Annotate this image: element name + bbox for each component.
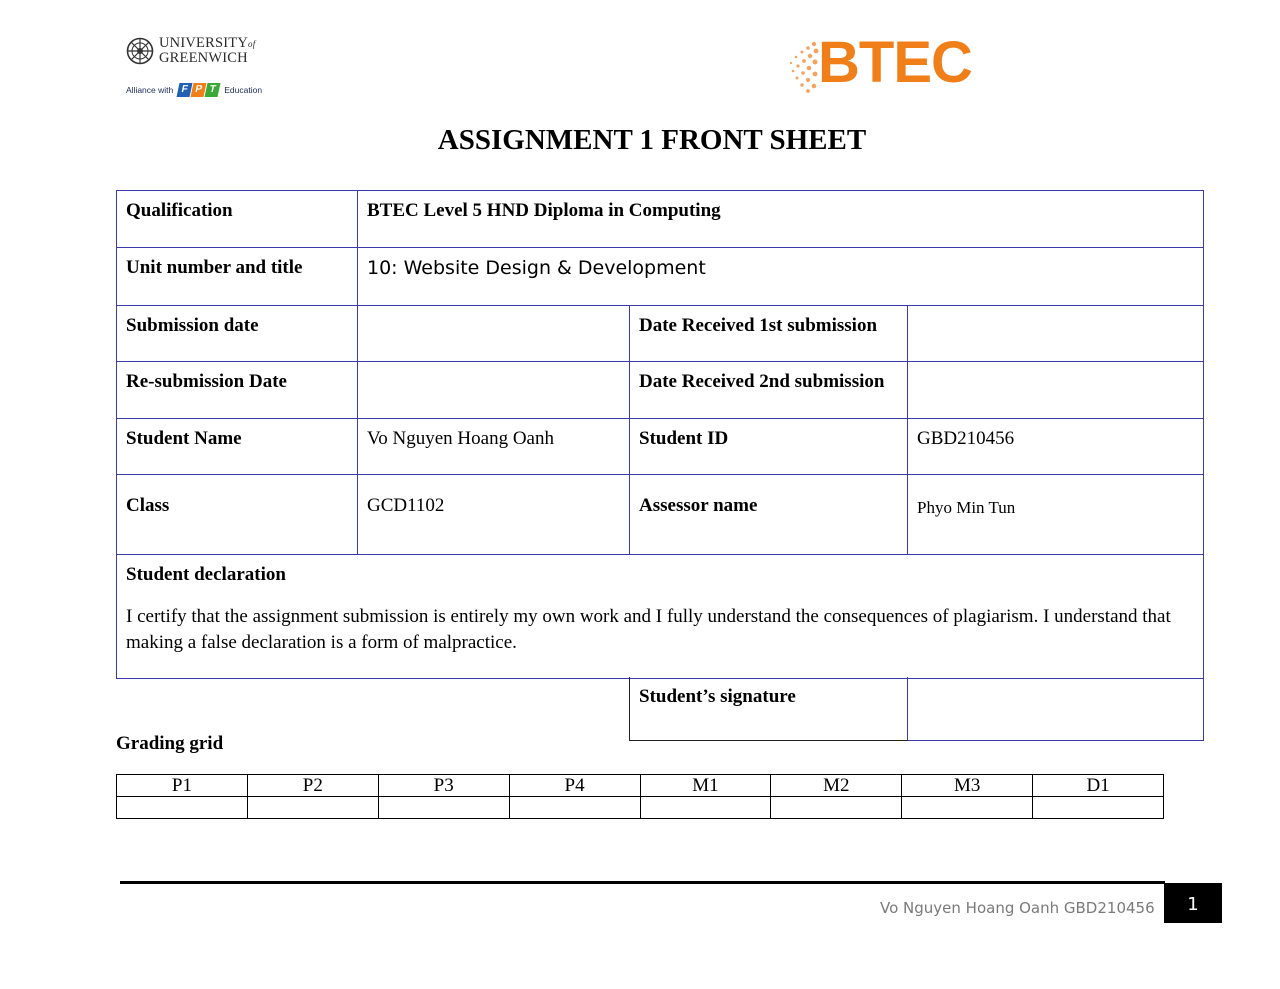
class-label: Class — [117, 475, 358, 555]
university-of-greenwich-logo — [126, 36, 266, 106]
fpt-logo: F P T — [178, 83, 220, 97]
signature-label: Student’s signature — [630, 677, 908, 741]
declaration-label: Student declaration — [126, 564, 286, 585]
assessor-cell — [908, 475, 1204, 555]
footer-text: Vo Nguyen Hoang Oanh GBD210456 — [880, 899, 1155, 917]
grade-value — [509, 797, 640, 819]
grading-value-row — [117, 797, 1164, 819]
uog-wordmark: UNIVERSITYof GREENWICH — [159, 35, 256, 66]
signature-table — [629, 677, 1204, 741]
grade-value — [902, 797, 1033, 819]
grade-header: P4 — [509, 775, 640, 797]
student-name-value: Vo Nguyen Hoang Oanh — [358, 419, 630, 475]
assessor-value: Phyo Min Tun — [917, 498, 1016, 517]
greenwich-crest-icon — [126, 37, 154, 65]
submission-date-label: Submission date — [117, 306, 358, 362]
grade-value — [640, 797, 771, 819]
qualification-value: BTEC Level 5 HND Diploma in Computing — [358, 191, 1204, 248]
grade-value — [247, 797, 378, 819]
declaration-text: I certify that the assignment submission is entirely my own work and I fully understand the consequences of plagiarism. I understand that making a false declaration is a form of malpractice. — [126, 606, 1171, 653]
resubmission-date-value — [358, 362, 630, 419]
grade-value — [1033, 797, 1164, 819]
footer-rule — [120, 881, 1165, 884]
grade-header: P1 — [117, 775, 248, 797]
declaration-cell — [117, 555, 1204, 679]
grade-header: D1 — [1033, 775, 1164, 797]
btec-wordmark: BTEC — [818, 30, 972, 95]
page-title: ASSIGNMENT 1 FRONT SHEET — [437, 124, 867, 156]
front-sheet-table — [116, 190, 1204, 679]
date-received-1st-value — [908, 306, 1204, 362]
date-received-2nd-value — [908, 362, 1204, 419]
assessor-label: Assessor name — [630, 475, 908, 555]
qualification-label: Qualification — [117, 191, 358, 248]
student-id-value: GBD210456 — [908, 419, 1204, 475]
grade-header: P3 — [378, 775, 509, 797]
student-name-label: Student Name — [117, 419, 358, 475]
class-value: GCD1102 — [358, 475, 630, 555]
grade-header: P2 — [247, 775, 378, 797]
grade-value — [117, 797, 248, 819]
grade-value — [378, 797, 509, 819]
grade-value — [771, 797, 902, 819]
unit-value: 10: Website Design & Development — [358, 248, 1204, 306]
grade-header: M1 — [640, 775, 771, 797]
signature-value — [908, 677, 1204, 741]
page-number: 1 — [1164, 883, 1222, 923]
date-received-1st-label: Date Received 1st submission — [630, 306, 908, 362]
grade-header: M2 — [771, 775, 902, 797]
submission-date-value — [358, 306, 630, 362]
alliance-fpt: Alliance with F P T Education — [126, 84, 263, 95]
grade-header: M3 — [902, 775, 1033, 797]
student-id-label: Student ID — [630, 419, 908, 475]
btec-logo — [784, 30, 974, 98]
grading-header-row — [117, 775, 1164, 797]
grading-grid — [116, 774, 1164, 819]
date-received-2nd-label: Date Received 2nd submission — [630, 362, 908, 419]
grading-grid-title: Grading grid — [116, 733, 224, 754]
unit-label: Unit number and title — [117, 248, 358, 306]
resubmission-date-label: Re-submission Date — [117, 362, 358, 419]
